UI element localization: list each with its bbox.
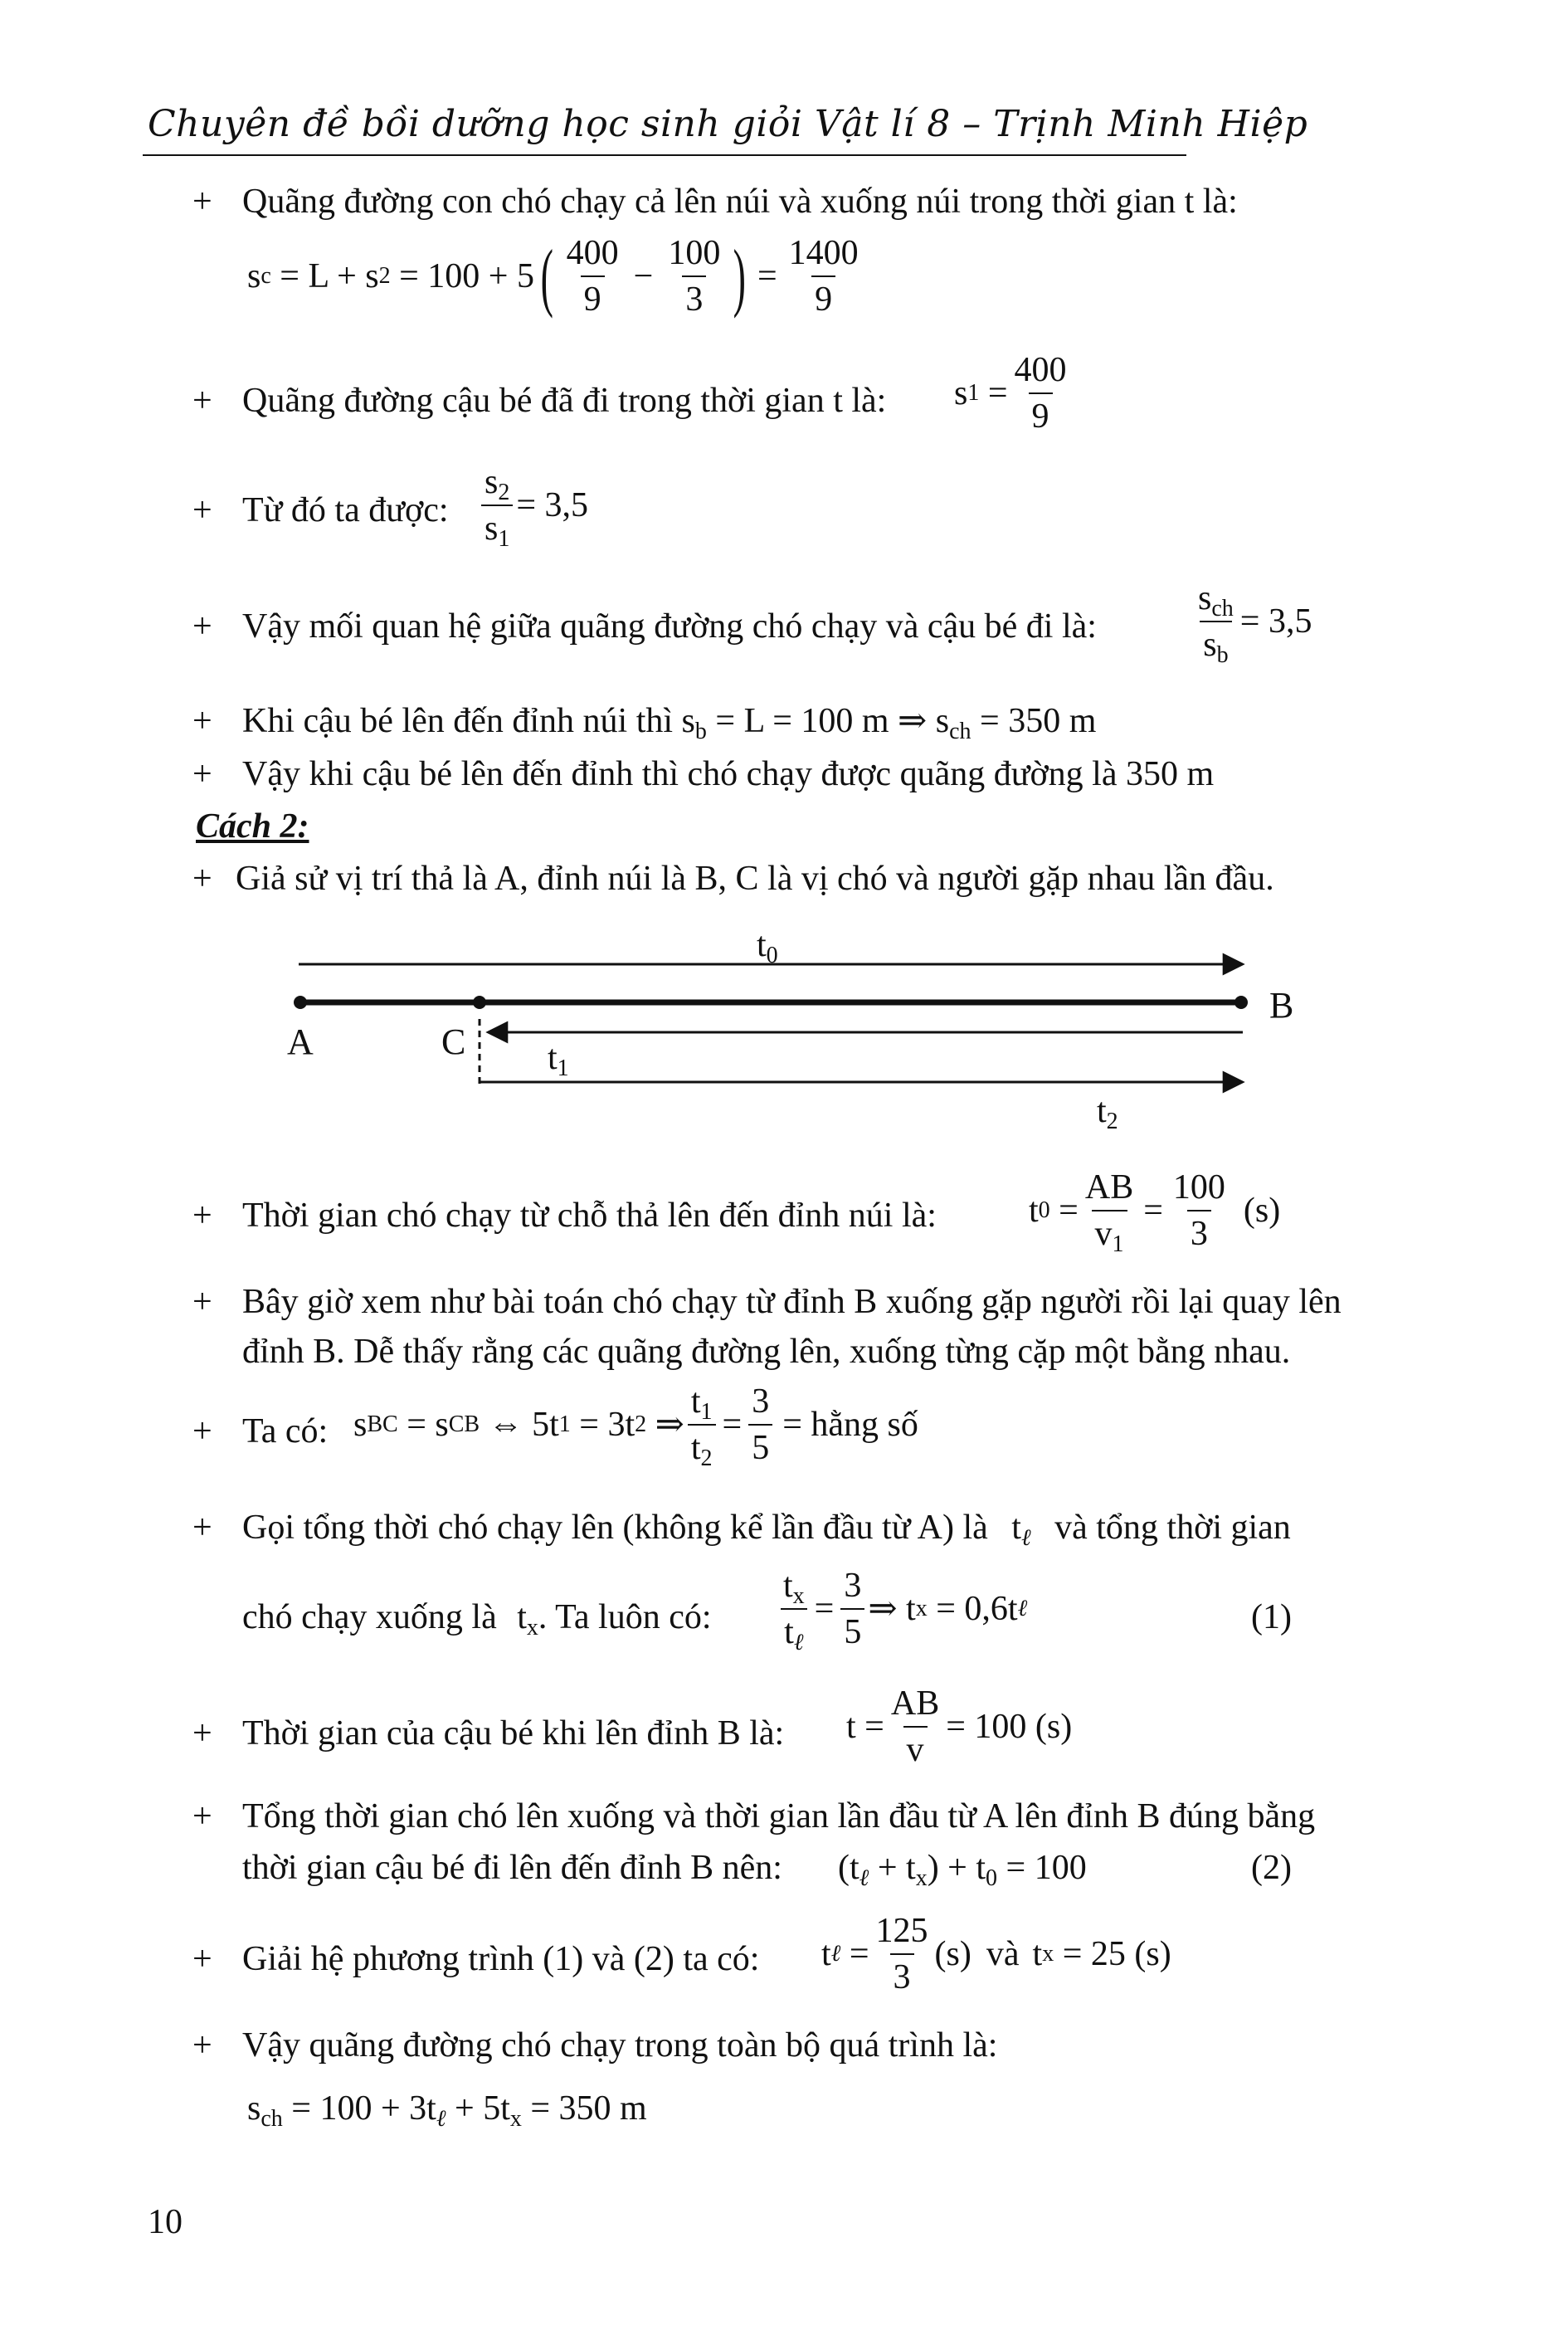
label-B: B bbox=[1269, 985, 1294, 1026]
text-line: Vậy mối quan hệ giữa quãng đường chó chạy và cậu bé đi là: bbox=[242, 607, 1097, 646]
label-A: A bbox=[287, 1021, 314, 1062]
text-line: Vậy quãng đường chó chạy trong toàn bộ quá trình là: bbox=[242, 2026, 998, 2065]
bullet: + bbox=[192, 1283, 212, 1321]
equation-t-boy: t = $\frac{AB}{v}$ = 100 (s) bbox=[846, 1684, 1073, 1769]
text-line: Tổng thời gian chó lên xuống và thời gian lần đầu từ A lên đỉnh B đúng bằng bbox=[242, 1797, 1316, 1835]
text-line: Giải hệ phương trình (1) và (2) ta có: bbox=[242, 1940, 760, 1978]
text-line: Quãng đường con chó chạy cả lên núi và xuống núi trong thời gian t là: bbox=[242, 183, 1238, 221]
equation-sch: $s_{ch} = 100 + 3t_\ell + 5t_x = 350$ m bbox=[247, 2089, 647, 2132]
equation-ratio-sch-sb: $\frac{s_{ch}}{s_b}$ = 3,5 bbox=[1198, 579, 1312, 668]
bullet: + bbox=[192, 491, 212, 529]
text-line: Bây giờ xem như bài toán chó chạy từ đỉnh B xuống gặp người rồi lại quay lên bbox=[242, 1283, 1342, 1321]
text-line: Khi cậu bé lên đến đỉnh núi thì $s_b = L = 100$ m ⇒ $s_{ch} = 350$ m bbox=[242, 702, 1097, 744]
text-line: Gọi tổng thời chó chạy lên (không kể lần đầu từ A) là $t_\ell$ và tổng thời gian bbox=[242, 1509, 1291, 1551]
bullet: + bbox=[192, 1797, 212, 1835]
bullet: + bbox=[192, 1940, 212, 1978]
section-heading: Cách 2: bbox=[196, 807, 309, 846]
bullet: + bbox=[192, 1412, 212, 1450]
bullet: + bbox=[192, 1509, 212, 1547]
point-C bbox=[473, 996, 486, 1009]
equation-ratio-s2-s1: $\frac{s_2}{s_1}$ = 3,5 bbox=[478, 465, 588, 546]
bullet: + bbox=[192, 860, 212, 898]
text-line: thời gian cậu bé đi lên đến đỉnh B nên: bbox=[242, 1849, 782, 1887]
page-number: 10 bbox=[148, 2203, 183, 2241]
label-t1: $t_1$ bbox=[548, 1039, 569, 1081]
equation-t0: t 0 = $\frac{AB}{v_1}$ = $\frac{100}{3}$ (s) bbox=[1029, 1168, 1281, 1257]
header-rule bbox=[143, 154, 1186, 156]
equation-sc: s c = L + s 2 = 100 + 5 ( $\frac{400}{9}$ − $\frac{100}{3}$ ) = $\frac{1400}{9}$ bbox=[247, 234, 859, 319]
label-t2: $t_2$ bbox=[1097, 1092, 1118, 1134]
point-A bbox=[294, 996, 307, 1009]
equation-solution: t ℓ = $\frac{125}{3}$ (s) và t x = 25 (s) bbox=[821, 1912, 1171, 1996]
label-C: C bbox=[441, 1021, 466, 1062]
text-line: Thời gian chó chạy từ chỗ thả lên đến đỉnh núi là: bbox=[242, 1197, 937, 1235]
equation-t1-t2: s BC = s CB ⇔ 5t 1 = 3t 2 ⇒ $\frac{t_1}{t_2}$ = $\frac{3}{5}$ = hằng số bbox=[353, 1382, 918, 1471]
text-line: Vậy khi cậu bé lên đến đỉnh thì chó chạy được quãng đường là 350 m bbox=[242, 755, 1215, 793]
bullet: + bbox=[192, 1714, 212, 1753]
bullet: + bbox=[192, 755, 212, 793]
bullet: + bbox=[192, 183, 212, 221]
bullet: + bbox=[192, 607, 212, 646]
text-line: Thời gian của cậu bé khi lên đỉnh B là: bbox=[242, 1714, 785, 1753]
equation-s1: s 1 = $\frac{400}{9}$ bbox=[954, 351, 1067, 436]
text-line: Từ đó ta được: bbox=[242, 491, 449, 529]
bullet: + bbox=[192, 382, 212, 420]
bullet: + bbox=[192, 1197, 212, 1235]
equation-tag-2: (2) bbox=[1251, 1849, 1292, 1887]
text-line: Quãng đường cậu bé đã đi trong thời gian t là: bbox=[242, 382, 887, 420]
bullet: + bbox=[192, 702, 212, 740]
page-header: Chuyên đề bồi dưỡng học sinh giỏi Vật lí 8 – Trịnh Minh Hiệp bbox=[148, 103, 1308, 145]
text-line: Giả sử vị trí thả là A, đỉnh núi là B, C là vị chó và người gặp nhau lần đầu. bbox=[236, 860, 1274, 898]
point-B bbox=[1234, 996, 1248, 1009]
motion-diagram bbox=[0, 921, 1568, 1170]
label-t0: $t_0$ bbox=[757, 926, 778, 968]
text-line: chó chạy xuống là $t_x$. Ta luôn có: bbox=[242, 1598, 712, 1640]
equation-total-time: $(t_\ell + t_x) + t_0 = 100$ bbox=[838, 1849, 1087, 1891]
equation-tx-tl: $\frac{t_x}{t_\ell}$ = $\frac{3}{5}$ ⇒ t x = 0,6t ℓ bbox=[777, 1568, 1027, 1650]
text-line: Ta có: bbox=[242, 1412, 329, 1450]
equation-tag-1: (1) bbox=[1251, 1598, 1292, 1636]
text-line: đỉnh B. Dễ thấy rằng các quãng đường lên, xuống từng cặp một bằng nhau. bbox=[242, 1333, 1291, 1371]
bullet: + bbox=[192, 2026, 212, 2065]
